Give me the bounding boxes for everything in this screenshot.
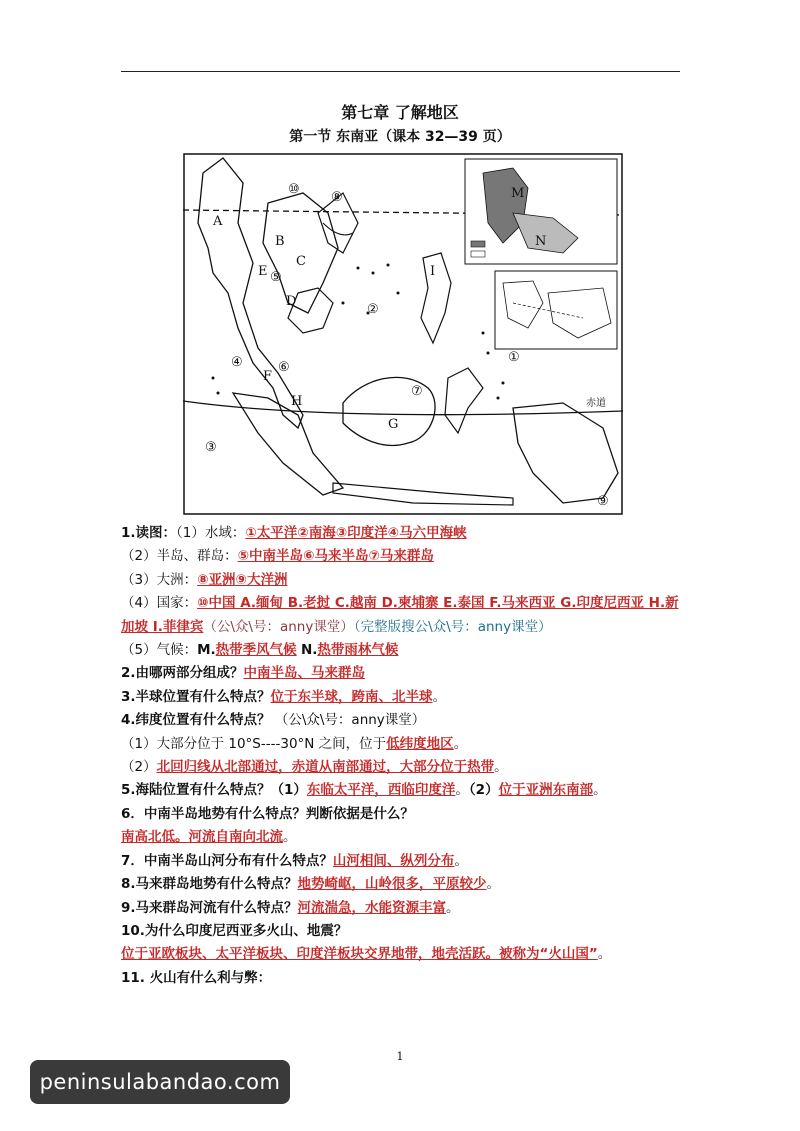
label-A: A [213,214,223,229]
label-8: ⑧ [331,190,343,205]
q1-peninsula: （2）半岛、群岛：⑤中南半岛⑥马来半岛⑦马来群岛 [121,548,434,565]
q2: 2.由哪两部分组成？中南半岛、马来群岛 [121,665,366,682]
answer: ⑤中南半岛⑥马来半岛⑦马来群岛 [237,548,434,565]
answer: 位于亚欧板块、太平洋板块、印度洋板块交界地带，地壳活跃。被称为“火山国” [121,946,598,963]
q11: 11. 火山有什么利与弊： [121,969,272,986]
watermark-badge: peninsulabandao.com [30,1060,290,1104]
q6: 6．中南半岛地势有什么特点？判断依据是什么？ [121,805,414,822]
q4-sub1: （1）大部分位于 10°S----30°N 之间，位于低纬度地区。 [121,735,468,752]
label-7: ⑦ [411,384,423,399]
label-G: G [388,417,399,432]
section-title: 第一节 东南亚（课本 32—39 页） [289,129,511,145]
label-M: M [511,186,525,201]
q8: 8.马来群岛地势有什么特点？地势崎岖，山岭很多，平原较少。 [121,876,501,893]
q1-country: （4）国家：⑩中国 A.缅甸 B.老挝 C.越南 D.柬埔寨 E.泰国 F.马来西亚 G.印度尼西亚 H.新加坡 I.菲律宾（公\众\号：anny课堂）（完整版搜公\众\号：anny课堂） [121,595,679,635]
q4: 4.纬度位置有什么特点？ （公\众\号：anny课堂） [121,712,426,729]
label-5: ⑤ [270,270,282,285]
answer: 热带雨林气候 [317,642,399,659]
q1-climate: （5）气候：M.热带季风气候 N.热带雨林气候 [121,642,399,659]
label-E: E [258,264,268,279]
q10: 10.为什么印度尼西亚多火山、地震？ [121,922,348,939]
label-9: ⑨ [597,494,609,509]
label-B: B [275,234,285,249]
label-10: ⑩ [288,182,300,197]
question-list [121,522,681,990]
page-number: 1 [396,1050,404,1063]
answer: 河流湍急，水能资源丰富 [297,899,447,916]
answer: 热带季风气候 [215,642,297,659]
label-6: ⑥ [278,360,290,375]
answer: 地势崎岖，山岭很多，平原较少 [297,876,487,893]
label-D: D [286,294,297,309]
q9: 9.马来群岛河流有什么特点？河流湍急，水能资源丰富。 [121,899,460,916]
promo-text: （公\众\号：anny课堂） [203,618,354,635]
answer: ①太平洋②南海③印度洋④马六甲海峡 [245,525,467,541]
label-F: F [263,369,273,384]
q3: 3.半球位置有什么特点？位于东半球，跨南、北半球。 [121,688,447,705]
label-1: ① [508,350,520,365]
q1-water: 1.读图：（1）水域：①太平洋②南海③印度洋④马六甲海峡 [121,525,467,541]
answer: 位于亚洲东南部 [498,782,594,799]
promo-text-2: （完整版搜公\众\号：anny课堂） [353,618,552,635]
answer: 低纬度地区 [386,735,454,752]
answer: 中南半岛、马来群岛 [243,665,366,682]
answer: ⑩中国 A.缅甸 B.老挝 C.越南 D.柬埔寨 E.泰国 F.马来西亚 G.印度尼西亚 H.新加坡 I.菲律宾 [121,595,679,635]
label-H: H [291,394,303,409]
southeast-asia-map [183,153,623,515]
q4-sub2: （2）北回归线从北部通过，赤道从南部通过，大部分位于热带。 [121,759,508,776]
promo-text: （公\众\号：anny课堂） [274,712,426,729]
label-2: ② [367,302,379,317]
q6-answer: 南高北低。河流自南向北流。 [121,829,297,846]
answer: ⑧亚洲⑨大洋洲 [197,571,288,588]
answer: 山河相间、纵列分布 [332,852,455,869]
top-rule [121,71,680,72]
chapter-title: 第七章 了解地区 [341,103,459,122]
answer: 南高北低。河流自南向北流 [121,829,283,846]
q7: 7．中南半岛山河分布有什么特点？山河相间、纵列分布。 [121,852,468,869]
q10-answer: 位于亚欧板块、太平洋板块、印度洋板块交界地带，地壳活跃。被称为“火山国”。 [121,946,612,963]
label-3: ③ [205,440,217,455]
label-N: N [535,234,547,249]
answer: 东临太平洋，西临印度洋 [306,782,456,799]
q5: 5.海陆位置有什么特点？（1）东临太平洋，西临印度洋。（2）位于亚洲东南部。 [121,782,607,799]
label-4: ④ [231,355,243,370]
equator-label: 赤道 [586,398,606,409]
label-C: C [296,254,306,269]
answer: 位于东半球，跨南、北半球 [270,688,433,705]
label-I: I [430,264,436,279]
answer: 北回归线从北部通过，赤道从南部通过，大部分位于热带 [156,759,495,776]
q1-continent: （3）大洲：⑧亚洲⑨大洋洲 [121,571,288,588]
